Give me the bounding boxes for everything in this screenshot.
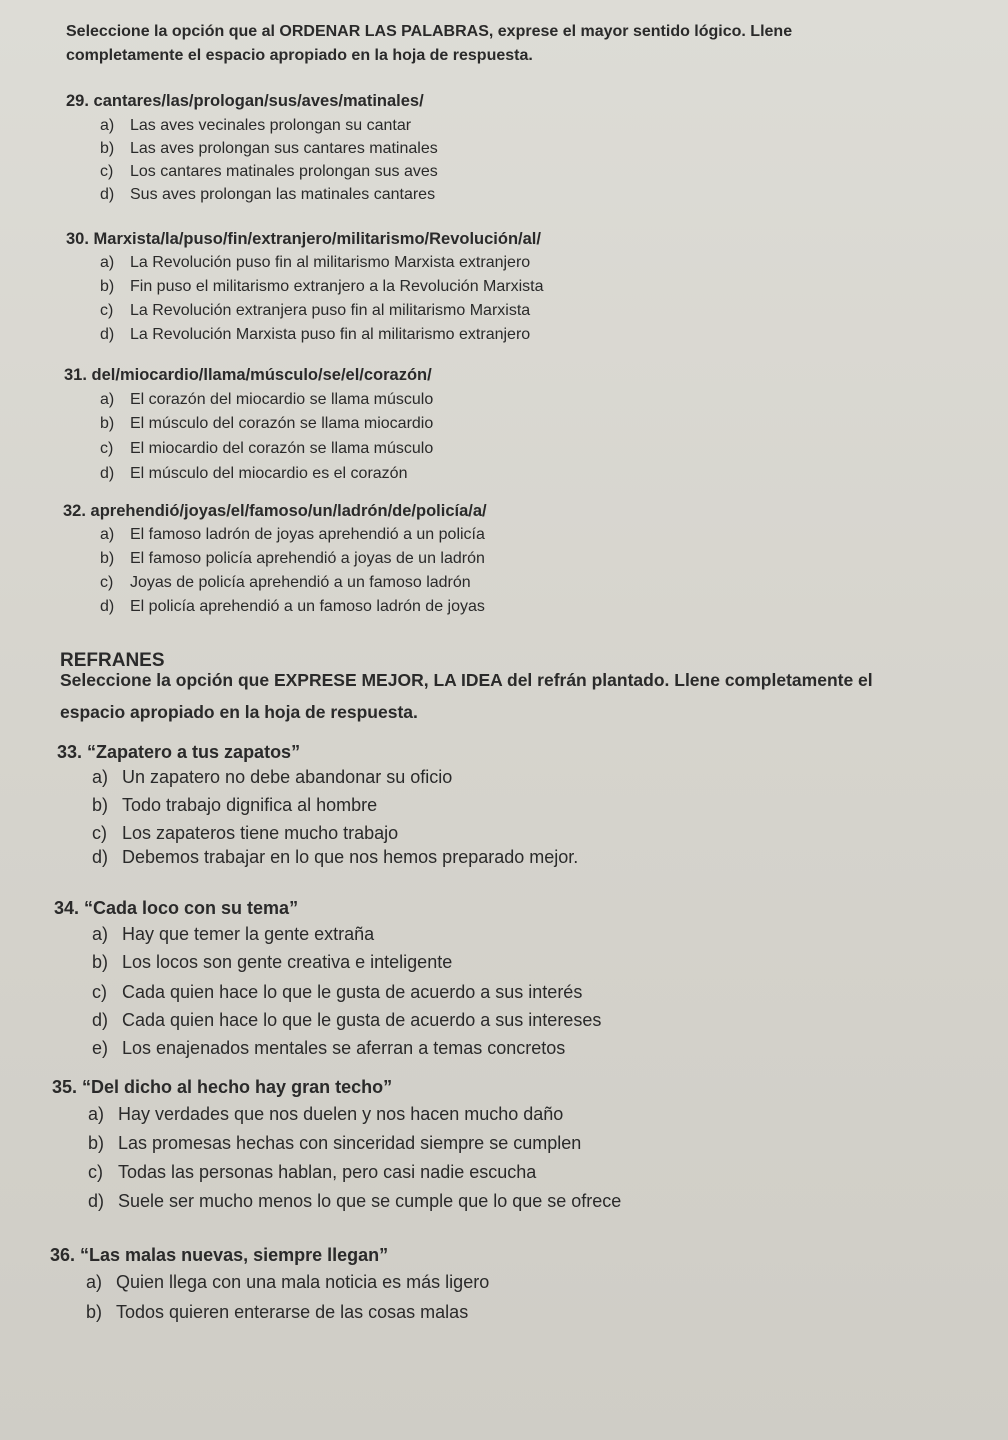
option-30a[interactable]: a) La Revolución puso fin al militarismo Marxista extranjero — [100, 254, 531, 271]
option-32c[interactable]: c) Joyas de policía aprehendió a un famoso ladrón — [100, 574, 471, 591]
option-36a[interactable]: a) Quien llega con una mala noticia es más ligero — [86, 1272, 490, 1292]
option-29c[interactable]: c) Los cantares matinales prolongan sus aves — [100, 163, 438, 180]
option-34b[interactable]: b) Los locos son gente creativa e inteligente — [92, 952, 453, 972]
option-33b[interactable]: b) Todo trabajo dignifica al hombre — [92, 795, 378, 815]
question-36: 36. “Las malas nuevas, siempre llegan” — [50, 1245, 389, 1265]
option-30c[interactable]: c) La Revolución extranjera puso fin al militarismo Marxista — [100, 302, 531, 319]
option-33c[interactable]: c) Los zapateros tiene mucho trabajo — [92, 823, 399, 843]
option-30b[interactable]: b) Fin puso el militarismo extranjero a la Revolución Marxista — [100, 278, 544, 295]
question-34: 34. “Cada loco con su tema” — [54, 898, 299, 918]
question-33: 33. “Zapatero a tus zapatos” — [57, 742, 301, 762]
option-29b[interactable]: b) Las aves prolongan sus cantares matinales — [100, 140, 438, 157]
question-35: 35. “Del dicho al hecho hay gran techo” — [52, 1077, 393, 1097]
option-32b[interactable]: b) El famoso policía aprehendió a joyas de un ladrón — [100, 550, 485, 567]
option-34e[interactable]: e) Los enajenados mentales se aferran a temas concretos — [92, 1038, 566, 1058]
option-33d[interactable]: d) Debemos trabajar en lo que nos hemos preparado mejor. — [92, 847, 579, 867]
option-32a[interactable]: a) El famoso ladrón de joyas aprehendió a un policía — [100, 526, 485, 543]
section-title-refranes: REFRANES — [60, 650, 165, 671]
option-31d[interactable]: d) El músculo del miocardio es el corazón — [100, 465, 408, 482]
option-35c[interactable]: c) Todas las personas hablan, pero casi nadie escucha — [88, 1162, 537, 1182]
option-32d[interactable]: d) El policía aprehendió a un famoso ladrón de joyas — [100, 598, 485, 615]
option-35a[interactable]: a) Hay verdades que nos duelen y nos hacen mucho daño — [88, 1104, 564, 1124]
option-29a[interactable]: a) Las aves vecinales prolongan su cantar — [100, 117, 412, 134]
option-31b[interactable]: b) El músculo del corazón se llama miocardio — [100, 415, 434, 432]
option-30d[interactable]: d) La Revolución Marxista puso fin al militarismo extranjero — [100, 326, 531, 343]
question-29: 29. cantares/las/prologan/sus/aves/matinales/ — [66, 92, 424, 110]
option-33a[interactable]: a) Un zapatero no debe abandonar su oficio — [92, 767, 453, 787]
option-34d[interactable]: d) Cada quien hace lo que le gusta de acuerdo a sus intereses — [92, 1010, 602, 1030]
option-31a[interactable]: a) El corazón del miocardio se llama músculo — [100, 391, 434, 408]
option-31c[interactable]: c) El miocardio del corazón se llama músculo — [100, 440, 434, 457]
option-34c[interactable]: c) Cada quien hace lo que le gusta de acuerdo a sus interés — [92, 982, 583, 1002]
option-29d[interactable]: d) Sus aves prolongan las matinales cantares — [100, 186, 436, 203]
option-34a[interactable]: a) Hay que temer la gente extraña — [92, 924, 375, 944]
instructions-refranes: Seleccione la opción que EXPRESE MEJOR, LA IDEA del refrán plantado. Llene completamente el espacio apropiado en la hoja de respuesta. — [60, 670, 873, 722]
question-32: 32. aprehendió/joyas/el/famoso/un/ladrón/de/policía/a/ — [63, 502, 487, 520]
option-36b[interactable]: b) Todos quieren enterarse de las cosas malas — [86, 1302, 469, 1322]
question-31: 31. del/miocardio/llama/músculo/se/el/corazón/ — [64, 366, 432, 384]
instructions-ordenar: Seleccione la opción que al ORDENAR LAS PALABRAS, exprese el mayor sentido lógico. Llene completamente el espacio apropiado en la hoja de respuesta. — [66, 23, 793, 64]
option-35b[interactable]: b) Las promesas hechas con sinceridad siempre se cumplen — [88, 1133, 582, 1153]
option-35d[interactable]: d) Suele ser mucho menos lo que se cumple que lo que se ofrece — [88, 1191, 622, 1211]
question-30: 30. Marxista/la/puso/fin/extranjero/militarismo/Revolución/al/ — [66, 230, 541, 248]
